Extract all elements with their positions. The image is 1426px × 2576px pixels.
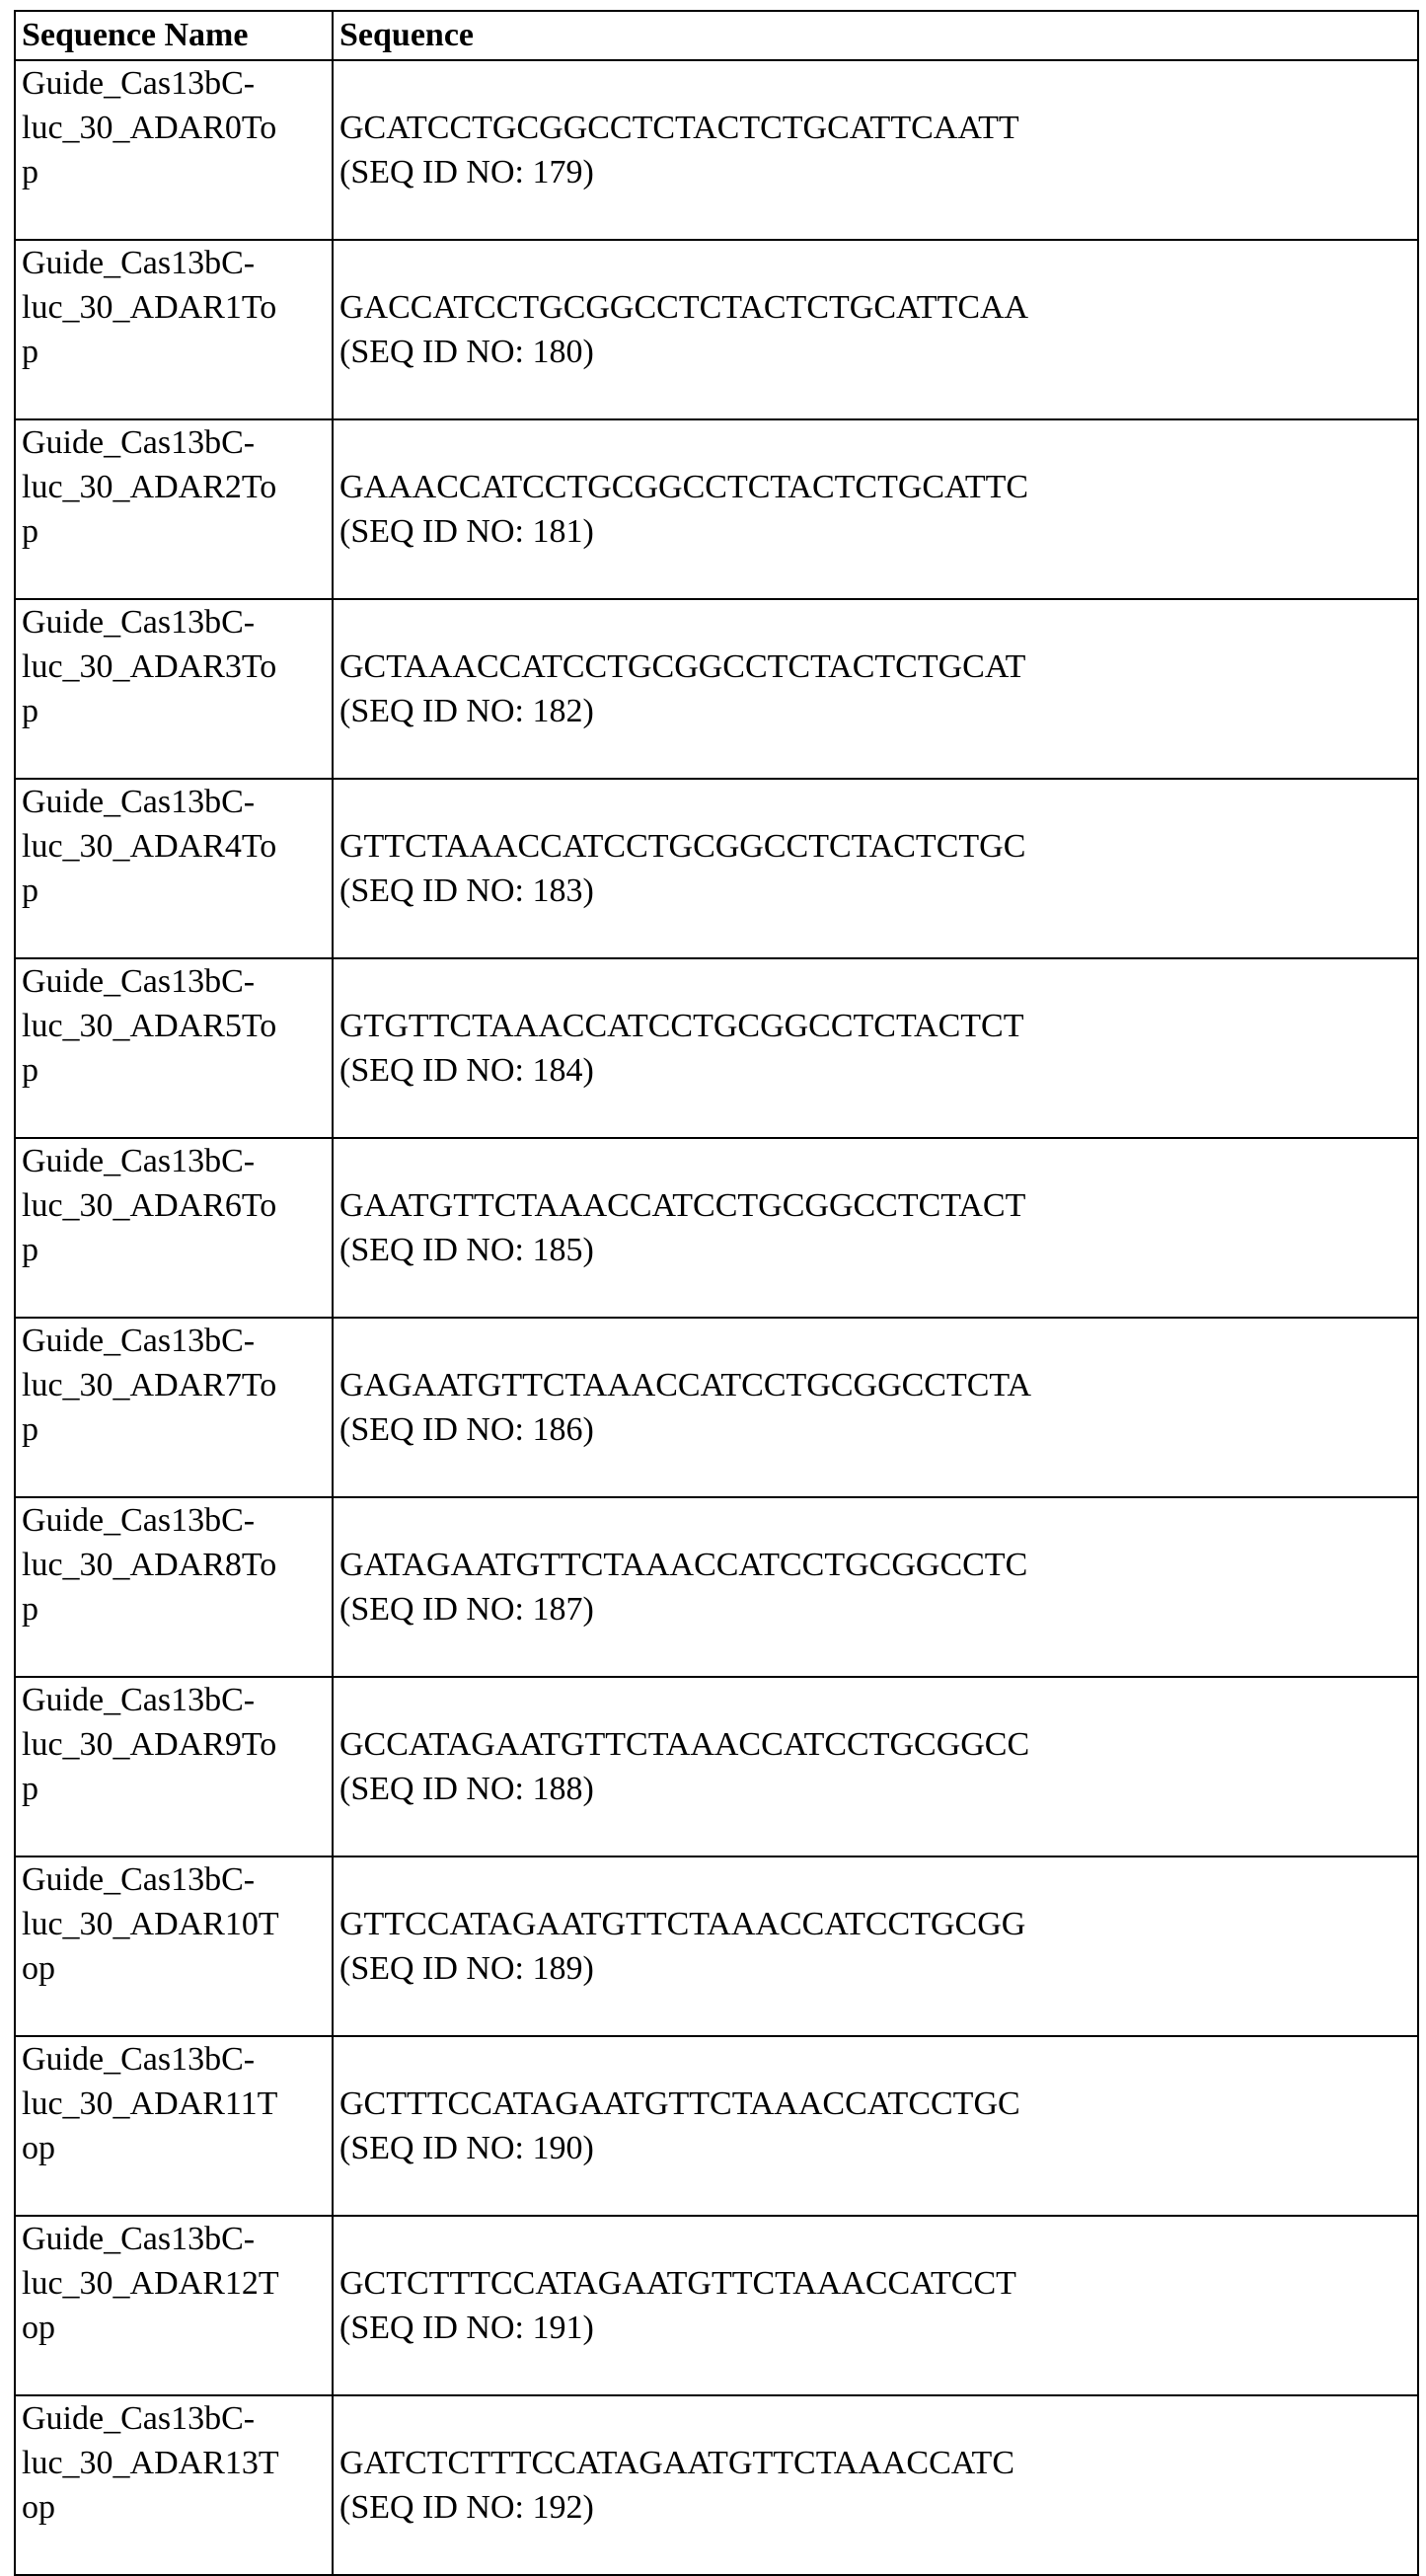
seq-id-label: (SEQ ID NO: 179) — [339, 154, 594, 190]
header-sequence-name: Sequence Name — [15, 11, 333, 60]
sequence-text: GCTCTTTCCATAGAATGTTCTAAACCATCCT — [339, 2265, 1016, 2302]
table-row — [15, 1318, 1418, 1497]
table-row — [15, 240, 1418, 419]
sequence-name-line: op — [22, 2310, 55, 2346]
sequence-name-line: luc_30_ADAR7To — [22, 1367, 277, 1403]
sequence-name-line: luc_30_ADAR12T — [22, 2265, 279, 2302]
sequence-name-line: Guide_Cas13bC- — [22, 424, 256, 461]
sequence-name-line: p — [22, 693, 38, 729]
sequence-name-line: p — [22, 1052, 38, 1089]
sequence-name-line: luc_30_ADAR1To — [22, 289, 277, 326]
sequence-cell — [333, 2395, 1418, 2575]
table-row — [15, 599, 1418, 779]
table-row — [15, 779, 1418, 958]
sequence-cell — [333, 60, 1418, 240]
sequence-name-line: p — [22, 1771, 38, 1807]
sequence-cell — [333, 599, 1418, 779]
sequence-name-line: luc_30_ADAR6To — [22, 1187, 277, 1224]
sequence-name-line: op — [22, 2489, 55, 2526]
sequence-cell — [333, 1677, 1418, 1856]
sequence-name-line: Guide_Cas13bC- — [22, 1682, 256, 1718]
table-row — [15, 2216, 1418, 2395]
header-row — [15, 11, 1418, 60]
sequence-name-line: p — [22, 334, 38, 370]
sequence-name-line: Guide_Cas13bC- — [22, 1502, 256, 1539]
sequence-cell — [333, 1138, 1418, 1318]
sequence-name-cell — [15, 599, 333, 779]
sequence-cell — [333, 2036, 1418, 2216]
sequence-name-line: Guide_Cas13bC- — [22, 2221, 256, 2257]
sequence-name-line: luc_30_ADAR3To — [22, 648, 277, 685]
sequence-text: GAATGTTCTAAACCATCCTGCGGCCTCTACT — [339, 1187, 1026, 1224]
seq-id-label: (SEQ ID NO: 183) — [339, 872, 594, 909]
table-row — [15, 1677, 1418, 1856]
seq-id-label: (SEQ ID NO: 181) — [339, 513, 594, 550]
sequence-name-line: p — [22, 872, 38, 909]
sequence-cell — [333, 1318, 1418, 1497]
sequence-name-line: luc_30_ADAR5To — [22, 1008, 277, 1044]
sequence-name-line: Guide_Cas13bC- — [22, 245, 256, 281]
table-body — [15, 60, 1418, 2575]
table-row — [15, 1497, 1418, 1677]
sequence-cell — [333, 2216, 1418, 2395]
sequence-name-line: Guide_Cas13bC- — [22, 784, 256, 820]
sequence-cell — [333, 240, 1418, 419]
table-row — [15, 2395, 1418, 2575]
seq-id-label: (SEQ ID NO: 191) — [339, 2310, 594, 2346]
sequence-name-line: Guide_Cas13bC- — [22, 65, 256, 102]
sequence-name-line: Guide_Cas13bC- — [22, 1323, 256, 1359]
sequence-name-cell — [15, 60, 333, 240]
sequence-name-cell — [15, 2216, 333, 2395]
sequence-text: GACCATCCTGCGGCCTCTACTCTGCATTCAA — [339, 289, 1029, 326]
sequence-name-line: p — [22, 1232, 38, 1268]
sequence-name-cell — [15, 1497, 333, 1677]
seq-id-label: (SEQ ID NO: 192) — [339, 2489, 594, 2526]
sequence-name-line: Guide_Cas13bC- — [22, 2400, 256, 2437]
sequence-name-line: Guide_Cas13bC- — [22, 2041, 256, 2078]
table-row — [15, 1856, 1418, 2036]
sequence-name-line: op — [22, 2130, 55, 2166]
sequence-name-cell — [15, 419, 333, 599]
sequence-name-line: p — [22, 1591, 38, 1628]
sequence-name-cell — [15, 240, 333, 419]
sequence-name-cell — [15, 2395, 333, 2575]
table-row — [15, 2036, 1418, 2216]
sequence-text: GAAACCATCCTGCGGCCTCTACTCTGCATTC — [339, 469, 1029, 505]
sequence-name-cell — [15, 1856, 333, 2036]
table-row — [15, 958, 1418, 1138]
sequence-text: GCCATAGAATGTTCTAAACCATCCTGCGGCC — [339, 1726, 1030, 1763]
sequence-name-cell — [15, 779, 333, 958]
sequence-cell — [333, 958, 1418, 1138]
sequence-name-line: luc_30_ADAR4To — [22, 828, 277, 865]
sequence-name-line: p — [22, 513, 38, 550]
table-row — [15, 419, 1418, 599]
sequence-name-cell — [15, 1138, 333, 1318]
sequence-text: GCTAAACCATCCTGCGGCCTCTACTCTGCAT — [339, 648, 1026, 685]
sequence-name-line: luc_30_ADAR13T — [22, 2445, 279, 2481]
table-row — [15, 60, 1418, 240]
sequence-text: GATAGAATGTTCTAAACCATCCTGCGGCCTC — [339, 1547, 1028, 1583]
sequence-name-line: luc_30_ADAR0To — [22, 110, 277, 146]
sequence-name-line: luc_30_ADAR10T — [22, 1906, 279, 1942]
sequence-name-cell — [15, 958, 333, 1138]
table-row — [15, 1138, 1418, 1318]
sequence-name-line: luc_30_ADAR2To — [22, 469, 277, 505]
sequence-cell — [333, 1497, 1418, 1677]
seq-id-label: (SEQ ID NO: 189) — [339, 1950, 594, 1987]
sequence-name-line: luc_30_ADAR8To — [22, 1547, 277, 1583]
sequence-name-cell — [15, 1318, 333, 1497]
sequence-name-line: Guide_Cas13bC- — [22, 963, 256, 1000]
header-sequence: Sequence — [333, 11, 1418, 60]
sequence-text: GCATCCTGCGGCCTCTACTCTGCATTCAATT — [339, 110, 1019, 146]
sequence-name-cell — [15, 1677, 333, 1856]
seq-id-label: (SEQ ID NO: 184) — [339, 1052, 594, 1089]
sequence-name-line: Guide_Cas13bC- — [22, 604, 256, 641]
sequence-name-line: luc_30_ADAR11T — [22, 2085, 278, 2122]
sequence-name-cell — [15, 2036, 333, 2216]
seq-id-label: (SEQ ID NO: 185) — [339, 1232, 594, 1268]
sequence-name-line: p — [22, 1411, 38, 1448]
sequence-name-line: Guide_Cas13bC- — [22, 1861, 256, 1898]
sequence-text: GAGAATGTTCTAAACCATCCTGCGGCCTCTA — [339, 1367, 1032, 1403]
sequence-cell — [333, 1856, 1418, 2036]
sequence-text: GATCTCTTTCCATAGAATGTTCTAAACCATC — [339, 2445, 1015, 2481]
sequence-name-line: p — [22, 154, 38, 190]
sequence-text: GTGTTCTAAACCATCCTGCGGCCTCTACTCT — [339, 1008, 1024, 1044]
sequence-name-line: op — [22, 1950, 55, 1987]
seq-id-label: (SEQ ID NO: 180) — [339, 334, 594, 370]
seq-id-label: (SEQ ID NO: 190) — [339, 2130, 594, 2166]
sequence-text: GTTCTAAACCATCCTGCGGCCTCTACTCTGC — [339, 828, 1026, 865]
sequence-text: GTTCCATAGAATGTTCTAAACCATCCTGCGG — [339, 1906, 1026, 1942]
sequence-cell — [333, 779, 1418, 958]
sequence-name-line: luc_30_ADAR9To — [22, 1726, 277, 1763]
seq-id-label: (SEQ ID NO: 188) — [339, 1771, 594, 1807]
seq-id-label: (SEQ ID NO: 187) — [339, 1591, 594, 1628]
sequence-text: GCTTTCCATAGAATGTTCTAAACCATCCTGC — [339, 2085, 1020, 2122]
seq-id-label: (SEQ ID NO: 182) — [339, 693, 594, 729]
sequence-table — [14, 10, 1419, 2576]
sequence-name-line: Guide_Cas13bC- — [22, 1143, 256, 1179]
sequence-cell — [333, 419, 1418, 599]
seq-id-label: (SEQ ID NO: 186) — [339, 1411, 594, 1448]
